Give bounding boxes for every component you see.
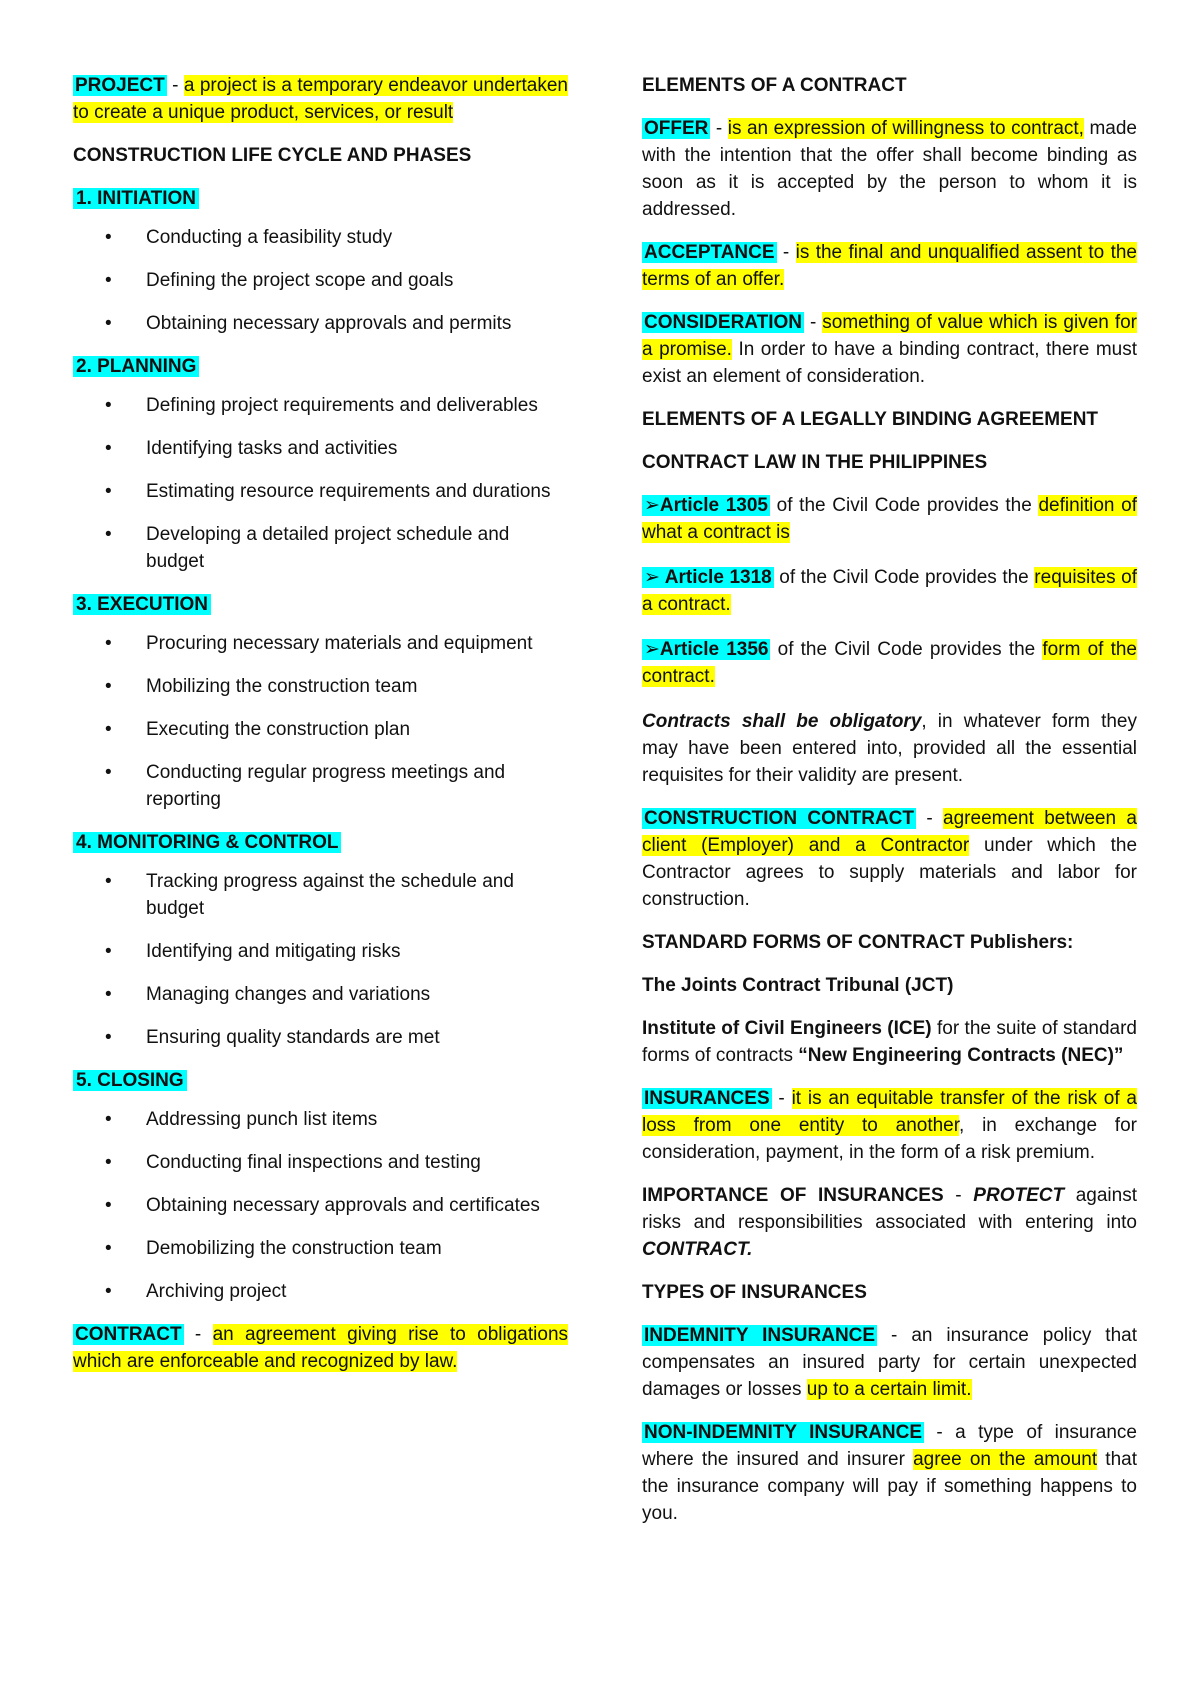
article-highlight: form of the contract. — [642, 639, 1137, 687]
phase-heading — [73, 829, 568, 856]
standard-forms-heading: STANDARD FORMS OF CONTRACT Publishers: — [642, 932, 1074, 953]
contract-def: an agreement giving rise to obligations which are enforceable and recognized by law. — [73, 1324, 569, 1372]
list-item: • Tracking progress against the schedule and budget — [73, 868, 568, 922]
list-item: • Demobilizing the construction team — [73, 1235, 568, 1262]
contract-term: CONTRACT — [75, 1324, 182, 1345]
list-item: • Archiving project — [73, 1278, 568, 1305]
jct-line: The Joints Contract Tribunal (JCT) — [642, 975, 954, 996]
contract-law-heading: CONTRACT LAW IN THE PHILIPPINES — [642, 452, 988, 473]
arrow-icon: ➢ — [644, 639, 660, 660]
list-item: • Identifying and mitigating risks — [73, 938, 568, 965]
article-ref — [642, 567, 774, 588]
phase-items — [73, 868, 568, 1051]
non-indemnity-term: NON-INDEMNITY INSURANCE — [644, 1422, 923, 1443]
offer-definition: OFFER - is an expression of willingness to contract, made with the intention that the offer shall become binding as soon as it is accepted by the person to whom it is addressed. — [642, 118, 1137, 220]
phase-label: 4. MONITORING & CONTROL — [73, 832, 341, 853]
legally-binding-heading: ELEMENTS OF A LEGALLY BINDING AGREEMENT — [642, 409, 1099, 430]
arrow-icon: ➢ — [644, 495, 660, 516]
arrow-icon: ➢ — [644, 567, 665, 588]
article-item — [642, 636, 1137, 690]
acceptance-definition: ACCEPTANCE - is the final and unqualified assent to the terms of an offer. — [642, 242, 1137, 290]
phase-items — [73, 392, 568, 575]
article-highlight: requisites of a contract. — [642, 567, 1137, 615]
ice-paragraph: Institute of Civil Engineers (ICE) for the suite of standard forms of contracts “New Engineering Contracts (NEC)” — [642, 1018, 1137, 1066]
elements-heading: ELEMENTS OF A CONTRACT — [642, 75, 907, 96]
indemnity-term: INDEMNITY INSURANCE — [644, 1325, 876, 1346]
article-item — [642, 564, 1137, 618]
list-item: • Developing a detailed project schedule and budget — [73, 521, 568, 575]
consideration-definition: CONSIDERATION - something of value which is given for a promise. In order to have a binding contract, there must exist an element of consideration. — [642, 312, 1137, 387]
list-item: • Defining project requirements and deliverables — [73, 392, 568, 419]
importance-paragraph: IMPORTANCE OF INSURANCES - PROTECT against risks and responsibilities associated with entering into CONTRACT. — [642, 1185, 1138, 1260]
phase-items — [73, 630, 568, 813]
list-item: • Procuring necessary materials and equipment — [73, 630, 568, 657]
phases-list — [73, 185, 568, 1305]
project-definition: PROJECT - a project is a temporary endeavor undertaken to create a unique product, services, or result — [73, 75, 569, 123]
list-item: • Managing changes and variations — [73, 981, 568, 1008]
list-item: • Obtaining necessary approvals and permits — [73, 310, 568, 337]
project-term: PROJECT — [75, 75, 165, 96]
article-item — [642, 492, 1137, 546]
obligatory-paragraph: Contracts shall be obligatory, in whatever form they may have been entered into, provided all the essential requisites for their validity are present. — [642, 711, 1137, 786]
lifecycle-heading: CONSTRUCTION LIFE CYCLE AND PHASES — [73, 145, 472, 166]
project-def: a project is a temporary endeavor undertaken to create a unique product, services, or result — [73, 75, 569, 123]
indemnity-definition: INDEMNITY INSURANCE - an insurance policy that compensates an insured party for certain unexpected damages or losses up to a certain limit. — [642, 1325, 1137, 1400]
types-heading: TYPES OF INSURANCES — [642, 1282, 867, 1303]
list-item: • Ensuring quality standards are met — [73, 1024, 568, 1051]
phase-heading — [73, 185, 568, 212]
phase-items — [73, 224, 568, 337]
phase-label: 1. INITIATION — [73, 188, 199, 209]
left-column — [73, 72, 568, 1391]
phase-items — [73, 1106, 568, 1305]
article-label: Article 1305 — [659, 495, 768, 516]
list-item: • Conducting regular progress meetings and reporting — [73, 759, 568, 813]
list-item: • Conducting a feasibility study — [73, 224, 568, 251]
construction-contract-definition: CONSTRUCTION CONTRACT - agreement between a client (Employer) and a Contractor under which the Contractor agrees to supply materials and labor for construction. — [642, 808, 1138, 910]
article-ref — [642, 495, 770, 516]
list-item: • Mobilizing the construction team — [73, 673, 568, 700]
article-text: of the Civil Code provides the — [773, 567, 1035, 588]
list-item: • Defining the project scope and goals — [73, 267, 568, 294]
list-item: • Addressing punch list items — [73, 1106, 568, 1133]
article-label: Article 1318 — [664, 567, 772, 588]
phase-heading — [73, 591, 568, 618]
offer-term: OFFER — [644, 118, 709, 139]
article-highlight: definition of what a contract is — [642, 495, 1138, 543]
insurances-term: INSURANCES — [644, 1088, 770, 1109]
phase-heading — [73, 1067, 568, 1094]
list-item: • Estimating resource requirements and durations — [73, 478, 568, 505]
phase-heading — [73, 353, 568, 380]
contract-definition: CONTRACT - an agreement giving rise to obligations which are enforceable and recognized by law. — [73, 1324, 569, 1372]
article-text: of the Civil Code provides the — [770, 639, 1043, 660]
article-ref — [642, 639, 770, 660]
article-label: Article 1356 — [659, 639, 769, 660]
phase-label: 2. PLANNING — [73, 356, 199, 377]
phase-label: 3. EXECUTION — [73, 594, 211, 615]
consideration-term: CONSIDERATION — [644, 312, 802, 333]
list-item: • Identifying tasks and activities — [73, 435, 568, 462]
right-column — [642, 72, 1137, 1543]
non-indemnity-definition: NON-INDEMNITY INSURANCE - a type of insurance where the insured and insurer agree on the amount that the insurance company will pay if something happens to you. — [642, 1422, 1137, 1524]
articles-list — [642, 492, 1137, 690]
list-item: • Conducting final inspections and testing — [73, 1149, 568, 1176]
acceptance-term: ACCEPTANCE — [644, 242, 775, 263]
insurances-definition: INSURANCES - it is an equitable transfer of the risk of a loss from one entity to another, in exchange for consideration, payment, in the form of a risk premium. — [642, 1088, 1137, 1163]
phase-label: 5. CLOSING — [73, 1070, 187, 1091]
article-text: of the Civil Code provides the — [770, 495, 1039, 516]
list-item: • Executing the construction plan — [73, 716, 568, 743]
list-item: • Obtaining necessary approvals and certificates — [73, 1192, 568, 1219]
construction-contract-term: CONSTRUCTION CONTRACT — [644, 808, 914, 829]
